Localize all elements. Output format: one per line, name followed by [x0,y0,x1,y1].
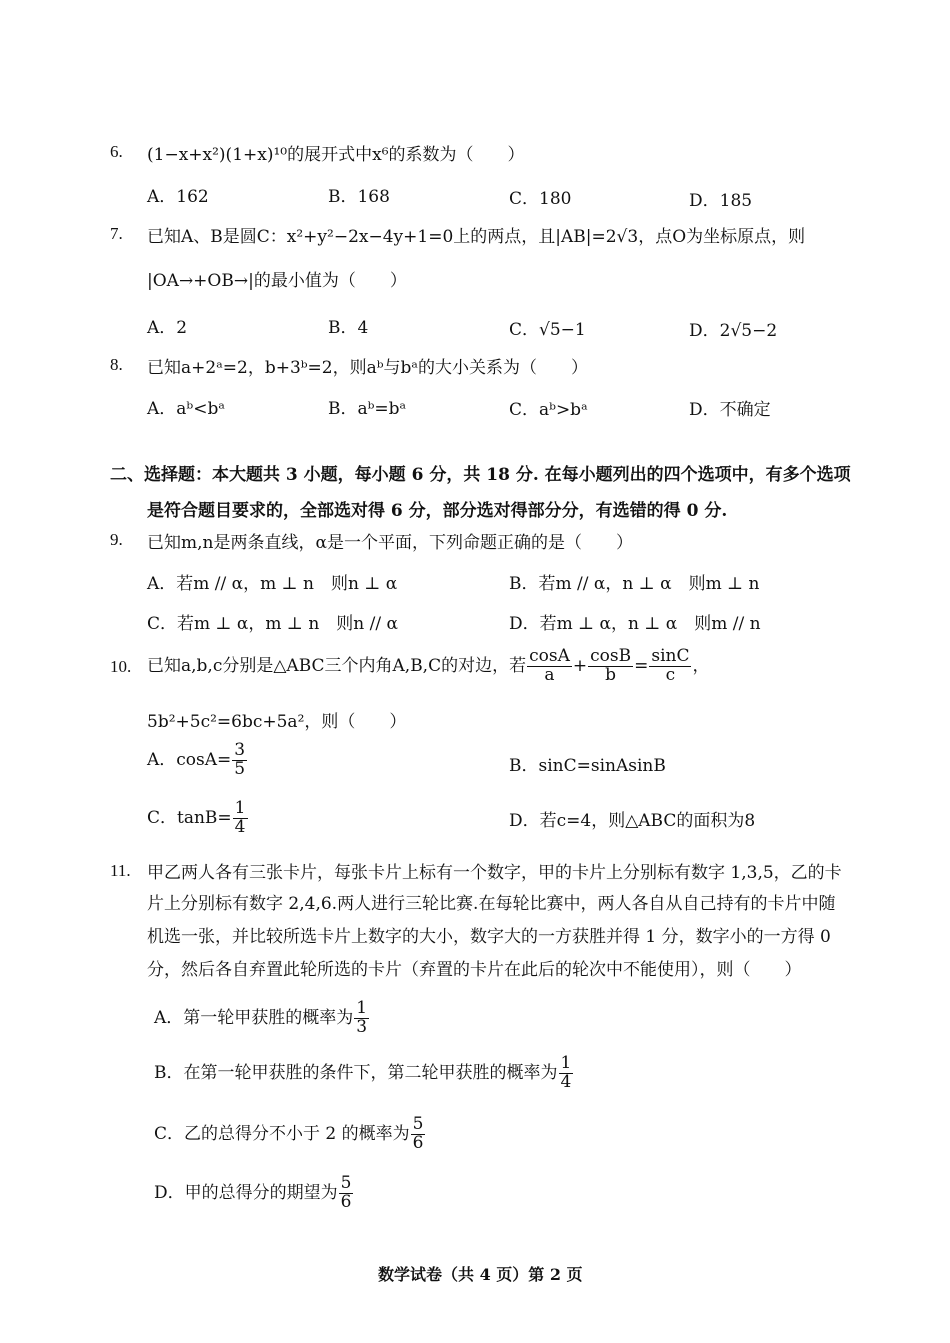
q7-number: 7. [110,224,123,243]
q10-option-a-fraction [232,742,247,779]
q10-option-a-denominator: 5 [234,758,246,779]
q11-option-b-fraction [559,1055,574,1092]
q10-option-b: B．sinC=sinAsinB [509,756,666,776]
q10-fraction-sinC-over-c [649,648,691,685]
q11-stem-line2: 片上分别标有数字 2,4,6.两人进行三轮比赛.在每轮比赛中，两人各自从自己持有的卡片中随 [147,894,836,914]
q11-option-c-numerator: 5 [412,1114,424,1134]
q9-number: 9. [110,530,123,549]
q8-option-a: A．aᵇ<bᵃ [147,399,225,419]
q10-stem-line2: 5b²+5c²=6bc+5a²，则（ ） [147,712,407,732]
q10-option-a-text: A．cosA= [147,749,232,770]
q11-option-d [154,1175,354,1212]
q10-f1-numerator: cosA [529,646,570,666]
q10-f2-denominator: b [605,664,617,685]
q11-option-a-text: A．第一轮甲获胜的概率为 [154,1007,354,1028]
q11-option-b-text: B．在第一轮甲获胜的条件下，第二轮甲获胜的概率为 [154,1062,558,1083]
q10-stem-line1 [147,648,709,685]
q11-option-b [154,1055,574,1092]
q10-equals: = [634,655,649,676]
q10-option-c-text: C．tanB= [147,807,232,828]
q10-option-c-fraction [233,800,248,837]
q11-option-d-text: D．甲的总得分的期望为 [154,1182,338,1203]
q9-option-b: B．若m // α，n ⊥ α 则m ⊥ n [509,574,760,594]
q11-option-b-denominator: 4 [560,1071,572,1092]
section2-instructions-line1: 二、选择题：本大题共 3 小题，每小题 6 分，共 18 分. 在每小题列出的四个选项中，有多个选项 [110,465,851,485]
section2-instructions-line2: 是符合题目要求的，全部选对得 6 分，部分选对得部分分，有选错的得 0 分. [147,501,728,521]
q10-f1-denominator: a [544,664,555,685]
q11-stem-line1: 甲乙两人各有三张卡片，每张卡片上标有一个数字，甲的卡片上分别标有数字 1,3,5，乙的卡 [147,863,842,883]
q10-fraction-cosB-over-b [588,648,633,685]
q6-number: 6. [110,142,123,161]
q11-option-c-denominator: 6 [412,1132,424,1153]
q6-option-a: A．162 [147,187,209,207]
q11-stem-line3: 机选一张，并比较所选卡片上数字的大小，数字大的一方获胜并得 1 分，数字小的一方得 0 [147,927,831,947]
q10-fraction-cosA-over-a [527,648,572,685]
q11-option-d-numerator: 5 [340,1173,352,1193]
q8-option-c: C．aᵇ>bᵃ [509,400,588,420]
q11-option-b-numerator: 1 [560,1053,572,1073]
q7-option-b: B．4 [328,318,369,338]
q10-option-a-numerator: 3 [234,740,246,760]
q11-option-d-denominator: 6 [340,1191,352,1212]
q10-option-c-numerator: 1 [234,798,246,818]
q7-stem-line2: |OA→+OB→|的最小值为（ ） [147,271,407,291]
q7-stem-line1: 已知A、B是圆C：x²+y²−2x−4y+1=0上的两点，且|AB|=2√3，点O为坐标原点，则 [147,227,806,247]
q6-option-b: B．168 [328,187,390,207]
q10-option-a [147,742,248,779]
q11-option-c-text: C．乙的总得分不小于 2 的概率为 [154,1123,410,1144]
q11-option-c [154,1116,426,1153]
q11-option-d-fraction [339,1175,354,1212]
q7-option-a: A．2 [147,318,188,338]
q10-f3-denominator: c [665,664,676,685]
q10-plus: + [572,655,588,676]
q11-stem-line4: 分，然后各自弃置此轮所选的卡片（弃置的卡片在此后的轮次中不能使用），则（ ） [147,960,802,980]
q11-option-a [154,1000,370,1037]
q6-option-d: D．185 [689,191,753,211]
q10-stem-post: ， [692,655,710,676]
q9-option-c: C．若m ⊥ α，m ⊥ n 则n // α [147,614,398,634]
q9-stem: 已知m,n是两条直线，α是一个平面，下列命题正确的是（ ） [147,533,633,553]
q10-number: 10. [110,657,132,676]
q6-option-c: C．180 [509,189,572,209]
q11-option-a-numerator: 1 [356,998,368,1018]
q9-option-a: A．若m // α，m ⊥ n 则n ⊥ α [147,574,398,594]
q7-option-d: D．2√5−2 [689,321,778,341]
q11-option-c-fraction [411,1116,426,1153]
page-footer: 数学试卷（共 4 页）第 2 页 [378,1265,583,1284]
q8-stem: 已知a+2ᵃ=2，b+3ᵇ=2，则aᵇ与bᵃ的大小关系为（ ） [147,358,588,378]
q6-stem: (1−x+x²)(1+x)¹⁰的展开式中x⁶的系数为（ ） [147,145,525,165]
q10-option-c [147,800,249,837]
q10-option-c-denominator: 4 [234,816,246,837]
q8-option-d: D．不确定 [689,400,771,420]
q11-option-a-fraction [354,1000,369,1037]
q10-stem-pre: 已知a,b,c分别是△ABC三个内角A,B,C的对边，若 [147,655,527,676]
q10-option-d: D．若c=4，则△ABC的面积为8 [509,811,756,831]
q11-option-a-denominator: 3 [356,1016,368,1037]
q11-number: 11. [110,861,131,880]
q7-option-c: C．√5−1 [509,320,586,340]
q10-f3-numerator: sinC [651,646,690,666]
q10-f2-numerator: cosB [590,646,632,666]
q8-number: 8. [110,355,123,374]
q9-option-d: D．若m ⊥ α，n ⊥ α 则m // n [509,614,761,634]
q8-option-b: B．aᵇ=bᵃ [328,399,407,419]
